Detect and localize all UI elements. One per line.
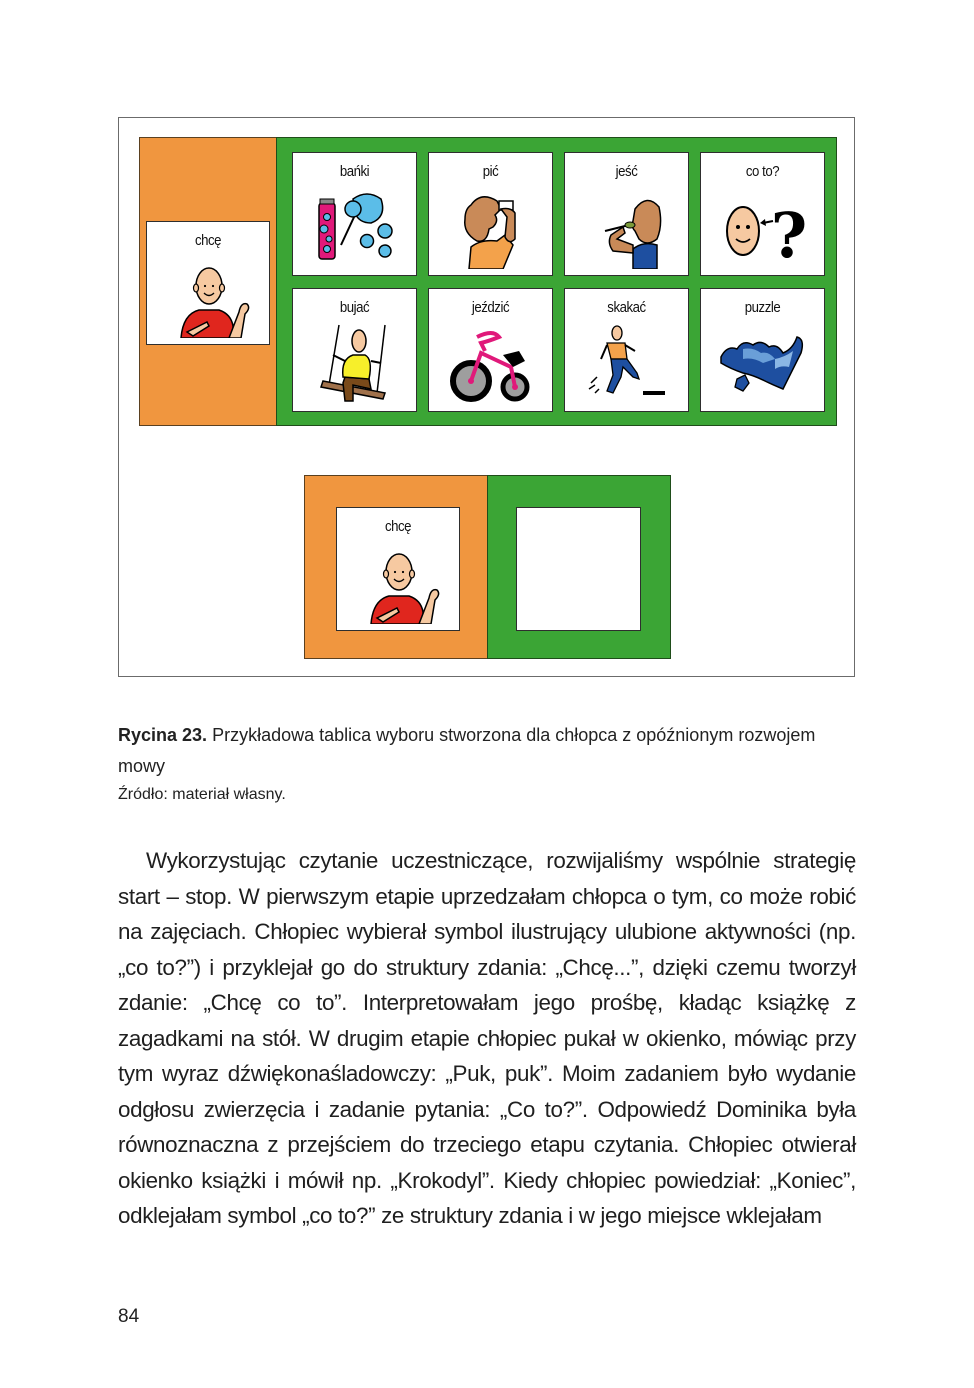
face-question-icon: [713, 187, 813, 269]
subject-tile-chce[interactable]: [146, 221, 270, 345]
drinking-icon: [441, 187, 541, 269]
figure-source: Źródło: materiał własny.: [118, 786, 286, 803]
choice-tile-bujac[interactable]: [292, 288, 417, 412]
boy-pointing-self-icon: [159, 256, 259, 338]
figure-number: Rycina 23.: [118, 725, 208, 745]
page-number: 84: [118, 1306, 140, 1327]
strip-empty-slot[interactable]: [516, 507, 641, 631]
tile-label: puzzle: [744, 299, 781, 316]
strip-subject-tile-chce[interactable]: [336, 507, 460, 631]
choice-tile-co-to[interactable]: [700, 152, 825, 276]
body-text: [118, 843, 856, 1234]
tile-label: chcę: [194, 232, 222, 249]
tile-label: jeździć: [471, 299, 510, 316]
svg-text:?: ?: [770, 199, 808, 269]
tile-label: co to?: [745, 163, 780, 180]
puzzle-icon: [713, 323, 813, 405]
choice-tile-puzzle[interactable]: [700, 288, 825, 412]
choice-tile-jezdzic[interactable]: [428, 288, 553, 412]
tile-label: chcę: [384, 518, 412, 535]
tile-label: bańki: [339, 163, 370, 180]
choice-tile-jesc[interactable]: [564, 152, 689, 276]
choice-tile-skakac[interactable]: [564, 288, 689, 412]
caption-text: Przykładowa tablica wyboru stworzona dla chłopca z opóźnionym rozwojem mowy: [118, 725, 816, 776]
bubbles-icon: [305, 187, 405, 269]
jumping-icon: [577, 323, 677, 405]
swing-icon: [305, 323, 405, 405]
tile-label: pić: [482, 163, 499, 180]
paragraph: Wykorzystując czytanie uczestniczące, rozwijaliśmy wspólnie strategię start – stop. W pierwszym etapie uprzedzałam chłopca o tym, co może robić na zajęciach. Chłopiec wybierał symbol ilustrujący ulubione aktywności (np. „co to?”) i przyklejał go do struktury zdania: „Chcę...”, dzięki czemu tworzył zdanie: „Chcę co to”. Interpretowałam jego prośbę, kładąc książkę z zagadkami na stół. W drugim etapie chłopiec pukał w okienko, mówiąc przy tym wyraz dźwiękonaśladowczy: „Puk, puk”. Moim zadaniem było wydanie odgłosu zwierzęcia i zadanie pytania: „Co to?”. Odpowiedź Dominika była równoznaczna z przejściem do trzeciego etapu czytania. Chłopiec otwierał okienko książki i mówił np. „Krokodyl”. Kiedy chłopiec powiedział: „Koniec”, odklejałam symbol „co to?” ze struktury zdania i w jego miejsce wklejałam: [118, 848, 856, 1228]
tile-label: skakać: [607, 299, 646, 316]
figure-caption: [118, 720, 858, 782]
tile-label: bujać: [339, 299, 370, 316]
boy-pointing-self-icon: [349, 542, 449, 624]
choice-tile-pic[interactable]: [428, 152, 553, 276]
tile-label: jeść: [615, 163, 638, 180]
tricycle-icon: [441, 323, 541, 405]
eating-icon: [577, 187, 677, 269]
choice-tile-banki[interactable]: [292, 152, 417, 276]
